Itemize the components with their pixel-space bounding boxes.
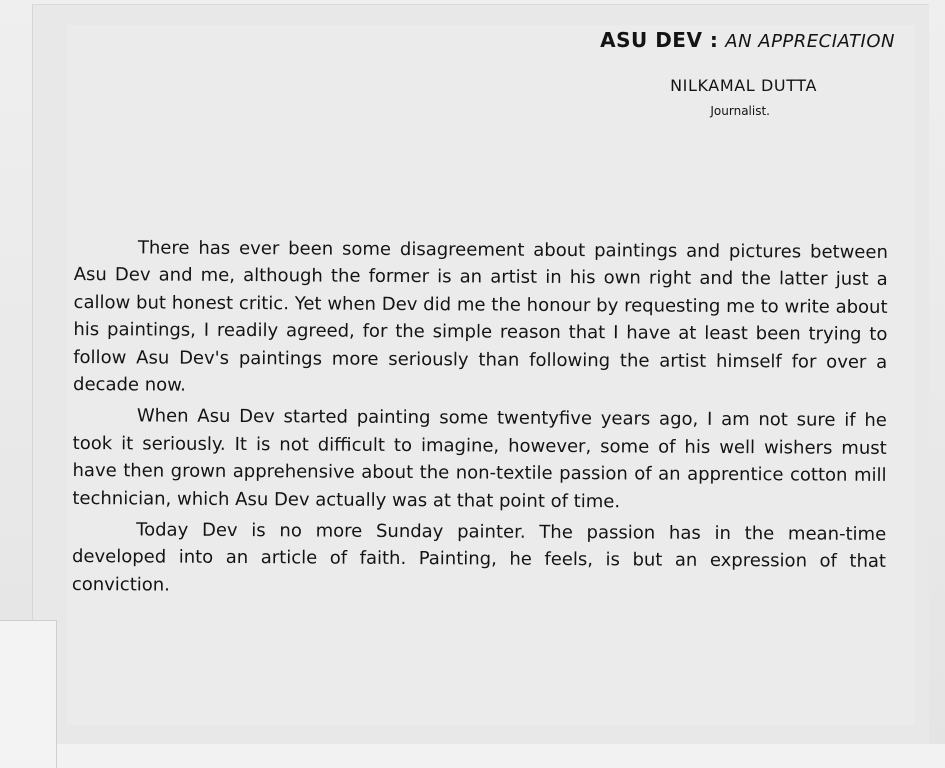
title-subtitle: AN APPRECIATION — [725, 31, 895, 52]
paragraph-2: When Asu Dev started painting some twentyfive years ago, I am not sure if he took it seriously. It is not difficult to imagine, however, some of his well wishers must have then grown apprehensive about the non-textile passion of an apprentice cotton mill technician, which Asu Dev actually was at that point of time. — [72, 405, 887, 512]
article-title — [600, 26, 895, 56]
bottom-margin-strip — [0, 744, 945, 768]
left-paper-tab — [0, 620, 57, 768]
article-body — [72, 234, 888, 607]
author-name: NILKAMAL DUTTA — [670, 76, 817, 95]
title-name: ASU DEV : — [600, 28, 719, 52]
paragraph-3: Today Dev is no more Sunday painter. The passion has in the mean-time developed into an article of faith. Painting, he feels, is but an expression of that conviction. — [71, 519, 887, 596]
article-header — [600, 26, 895, 56]
paragraph-1: There has ever been some disagreement about paintings and pictures between Asu Dev and me, although the former is an artist in his own right and the latter just a callow but honest critic. Yet when Dev did me the honour by requesting me to write about his paintings, I readily agreed, for the simple reason that I have at least been trying to follow Asu Dev's paintings more seriously than following the artist himself for over a decade now. — [73, 237, 888, 396]
author-role: Journalist. — [710, 104, 770, 118]
